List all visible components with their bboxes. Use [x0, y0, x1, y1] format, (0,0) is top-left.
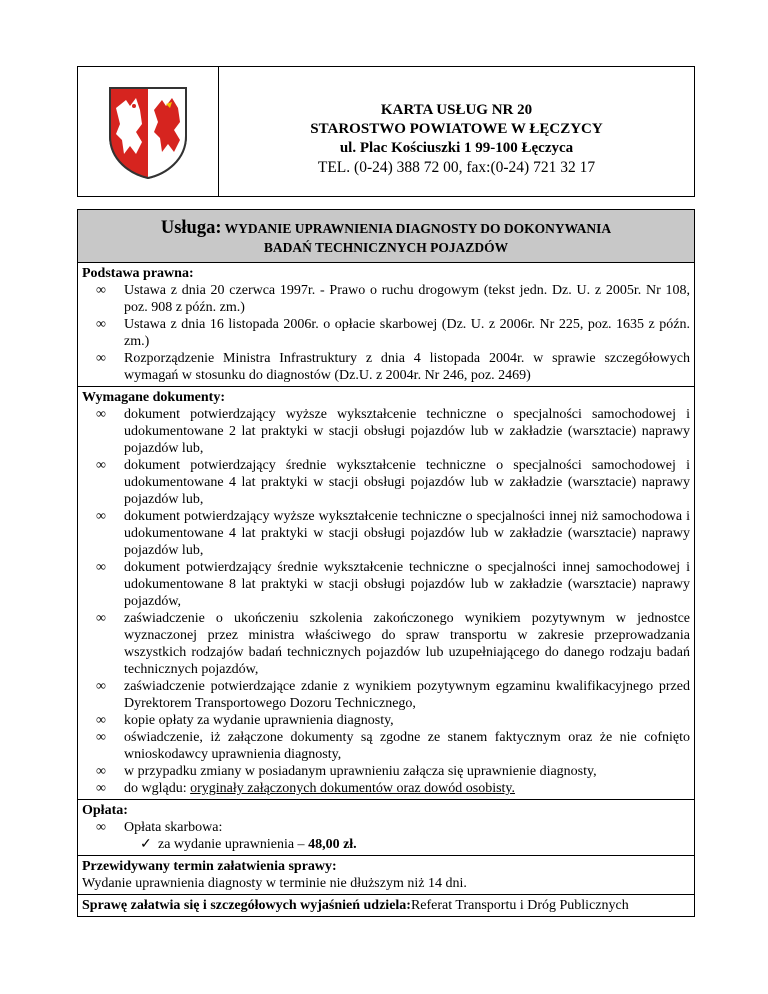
bullet-icon: ∞	[96, 730, 106, 745]
list-item: ∞ kopie opłaty za wydanie uprawnienia diagnosty,	[96, 713, 394, 728]
legal-basis-section	[78, 263, 694, 387]
header-text	[219, 67, 694, 196]
bullet-icon: ∞	[96, 283, 106, 298]
crest-cell	[78, 67, 219, 196]
service-title-line1: WYDANIE UPRAWNIENIA DIAGNOSTY DO DOKONYWANIA	[224, 221, 612, 236]
list-item: ∞ Ustawa z dnia 20 czerwca 1997r. - Prawo o ruchu drogowym (tekst jedn. Dz. U. z 2005r. Nr 108, poz. 908 z późn. zm.)	[96, 283, 690, 315]
bullet-icon: ∞	[96, 407, 106, 422]
coat-of-arms-icon	[106, 84, 190, 180]
list-item: ∞ Rozporządzenie Ministra Infrastruktury z dnia 4 listopada 2004r. w sprawie szczegółowych wymagań w stosunku do diagnostów (Dz.U. z 2004r. Nr 246, poz. 2469)	[96, 351, 690, 383]
deadline-title: Przewidywany termin załatwienia sprawy:	[82, 859, 337, 874]
fee-amount: 48,00 zł.	[308, 837, 357, 852]
legal-basis-title: Podstawa prawna:	[82, 266, 194, 281]
handled-by-label: Sprawę załatwia się i szczegółowych wyjaśnień udziela:	[82, 898, 411, 913]
checkmark-icon: ✓	[140, 837, 152, 852]
fee-title: Opłata:	[82, 803, 128, 818]
deadline-text: Wydanie uprawnienia diagnosty w terminie nie dłuższym niż 14 dni.	[82, 876, 467, 891]
required-documents-title: Wymagane dokumenty:	[82, 390, 225, 405]
list-item: ∞ dokument potwierdzający wyższe wykształcenie techniczne o specjalności innej niż samochodowa i udokumentowane 4 lat praktyki w stacji obsługi pojazdów lub w zakładzie (warsztacie) naprawy pojazdów lub,	[96, 509, 690, 558]
handled-by-section	[78, 895, 694, 916]
bullet-icon: ∞	[96, 458, 106, 473]
header-box	[77, 66, 695, 197]
list-item: ∞ w przypadku zmiany w posiadanym uprawnieniu załącza się uprawnienie diagnosty,	[96, 764, 597, 779]
deadline-section	[78, 856, 694, 895]
bullet-icon: ∞	[96, 713, 106, 728]
bullet-icon: ∞	[96, 560, 106, 575]
handled-by-value: Referat Transportu i Dróg Publicznych	[410, 898, 629, 913]
fee-section	[78, 800, 694, 856]
required-documents-section	[78, 387, 694, 800]
service-header	[78, 210, 694, 263]
bullet-icon: ∞	[96, 764, 106, 779]
bullet-icon: ∞	[96, 611, 106, 626]
bullet-icon: ∞	[96, 317, 106, 332]
bullet-icon: ∞	[96, 679, 106, 694]
list-item: ∞ dokument potwierdzający wyższe wykształcenie techniczne o specjalności samochodowej i udokumentowane 2 lat praktyki w stacji obsługi pojazdów lub w zakładzie (warsztacie) naprawy pojazdów lub,	[96, 407, 690, 456]
fee-sub-item: ✓ za wydanie uprawnienia – 48,00 zł.	[140, 837, 357, 852]
list-item: ∞ oświadczenie, iż załączone dokumenty są zgodne ze stanem faktycznym oraz że nie cofnięto wnioskodawcy uprawnienia diagnosty,	[96, 730, 690, 762]
service-title-line2: BADAŃ TECHNICZNYCH POJAZDÓW	[263, 240, 509, 255]
bullet-icon: ∞	[96, 509, 106, 524]
office-address: ul. Plac Kościuszki 1 99-100 Łęczyca	[339, 139, 574, 156]
list-item: ∞ dokument potwierdzający średnie wykształcenie techniczne o specjalności innej samochodowej i udokumentowane 8 lat praktyki w stacji obsługi pojazdów lub w zakładzie (warsztacie) naprawy pojazdów,	[96, 560, 690, 609]
bullet-icon: ∞	[96, 781, 106, 796]
fee-item: Opłata skarbowa:	[124, 820, 223, 835]
office-contact: TEL. (0-24) 388 72 00, fax:(0-24) 721 32 17	[317, 158, 596, 176]
list-item: ∞ Ustawa z dnia 16 listopada 2006r. o opłacie skarbowej (Dz. U. z 2006r. Nr 225, poz. 1635 z późn. zm.)	[96, 317, 690, 349]
bullet-icon: ∞	[96, 351, 106, 366]
service-card	[77, 209, 695, 917]
list-item	[82, 819, 690, 836]
list-item: ∞ zaświadczenie potwierdzające zdanie z wynikiem pozytywnym egzaminu kwalifikacyjnego przed Dyrektorem Transportowego Dozoru Technicznego,	[96, 679, 690, 711]
list-item: ∞ zaświadczenie o ukończeniu szkolenia zakończonego wynikiem pozytywnym w jednostce wyznaczonej przez ministra właściwego do spraw transportu w zakresie przeprowadzania wszystkich rodzajów badań technicznych pojazdów lub uzupełniającego do danego rodzaju badań technicznych pojazdów,	[96, 611, 690, 677]
office-name: STAROSTWO POWIATOWE W ŁĘCZYCY	[310, 120, 603, 137]
list-item: ∞ do wglądu: oryginały załączonych dokumentów oraz dowód osobisty.	[96, 781, 516, 796]
list-item: ∞ dokument potwierdzający średnie wykształcenie techniczne o specjalności samochodowej i udokumentowane 4 lat praktyki w stacji obsługi pojazdów lub w zakładzie (warsztacie) naprawy pojazdów lub,	[96, 458, 690, 507]
originals-note: oryginały załączonych dokumentów oraz dowód osobisty.	[190, 781, 516, 796]
bullet-icon: ∞	[96, 820, 106, 835]
card-title: KARTA USŁUG NR 20	[380, 101, 533, 118]
service-label: Usługa:	[160, 218, 222, 238]
